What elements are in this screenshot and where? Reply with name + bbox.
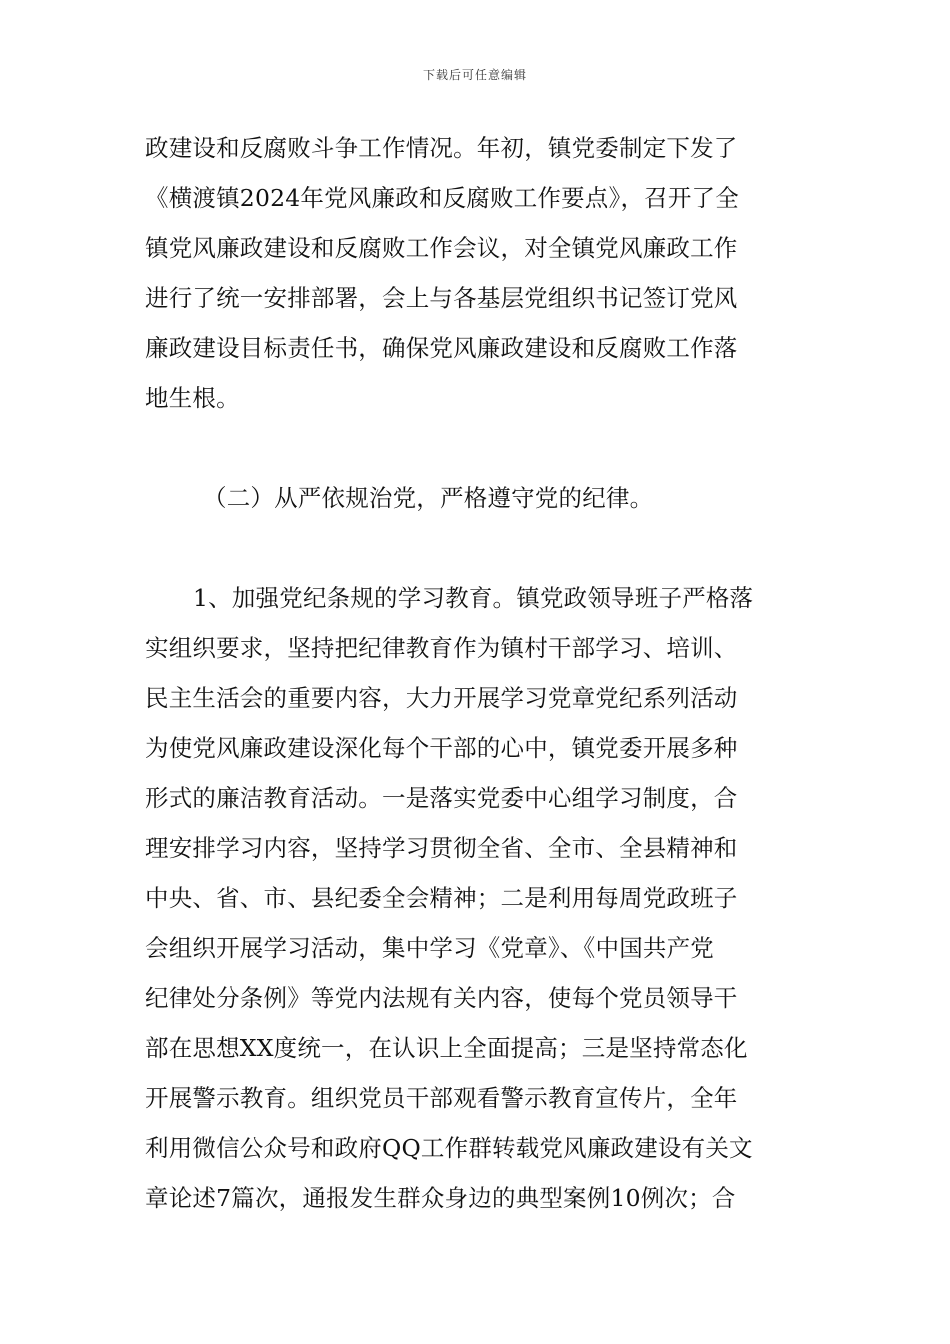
text-line: 理安排学习内容，坚持学习贯彻全省、全市、全县精神和 xyxy=(145,834,738,862)
text-line: 为使党风廉政建设深化每个干部的心中，镇党委开展多种 xyxy=(145,734,738,762)
text-line: 纪律处分条例》等党内法规有关内容，使每个党员领导干 xyxy=(145,984,738,1012)
text-line: 进行了统一安排部署，会上与各基层党组织书记签订党风 xyxy=(145,284,738,312)
text-line: 形式的廉洁教育活动。一是落实党委中心组学习制度，合 xyxy=(145,784,738,812)
text-line: 民主生活会的重要内容，大力开展学习党章党纪系列活动 xyxy=(145,684,738,712)
text-line: 地生根。 xyxy=(145,384,240,412)
text-line: 政建设和反腐败斗争工作情况。年初，镇党委制定下发了 xyxy=(145,134,738,162)
text-line: 章论述7篇次，通报发生群众身边的典型案例10例次；合 xyxy=(145,1184,736,1212)
section-heading: （二）从严依规治党，严格遵守党的纪律。 xyxy=(203,484,654,512)
page-header: 下载后可任意编辑 xyxy=(422,68,527,82)
text-line: 《横渡镇2024年党风廉政和反腐败工作要点》，召开了全 xyxy=(145,184,739,212)
text-line: 实组织要求，坚持把纪律教育作为镇村干部学习、培训、 xyxy=(145,634,738,662)
text-line: 开展警示教育。组织党员干部观看警示教育宣传片，全年 xyxy=(145,1084,738,1112)
text-line: 利用微信公众号和政府QQ工作群转载党风廉政建设有关文 xyxy=(145,1134,753,1162)
text-line: 镇党风廉政建设和反腐败工作会议，对全镇党风廉政工作 xyxy=(145,234,738,262)
text-line: 1、加强党纪条规的学习教育。镇党政领导班子严格落 xyxy=(193,584,754,612)
text-line: 廉政建设目标责任书，确保党风廉政建设和反腐败工作落 xyxy=(145,334,738,362)
text-line: 中央、省、市、县纪委全会精神；二是利用每周党政班子 xyxy=(145,884,738,912)
text-line: 会组织开展学习活动，集中学习《党章》、《中国共产党 xyxy=(145,934,714,962)
text-line: 部在思想XX度统一，在认识上全面提高；三是坚持常态化 xyxy=(145,1034,748,1062)
